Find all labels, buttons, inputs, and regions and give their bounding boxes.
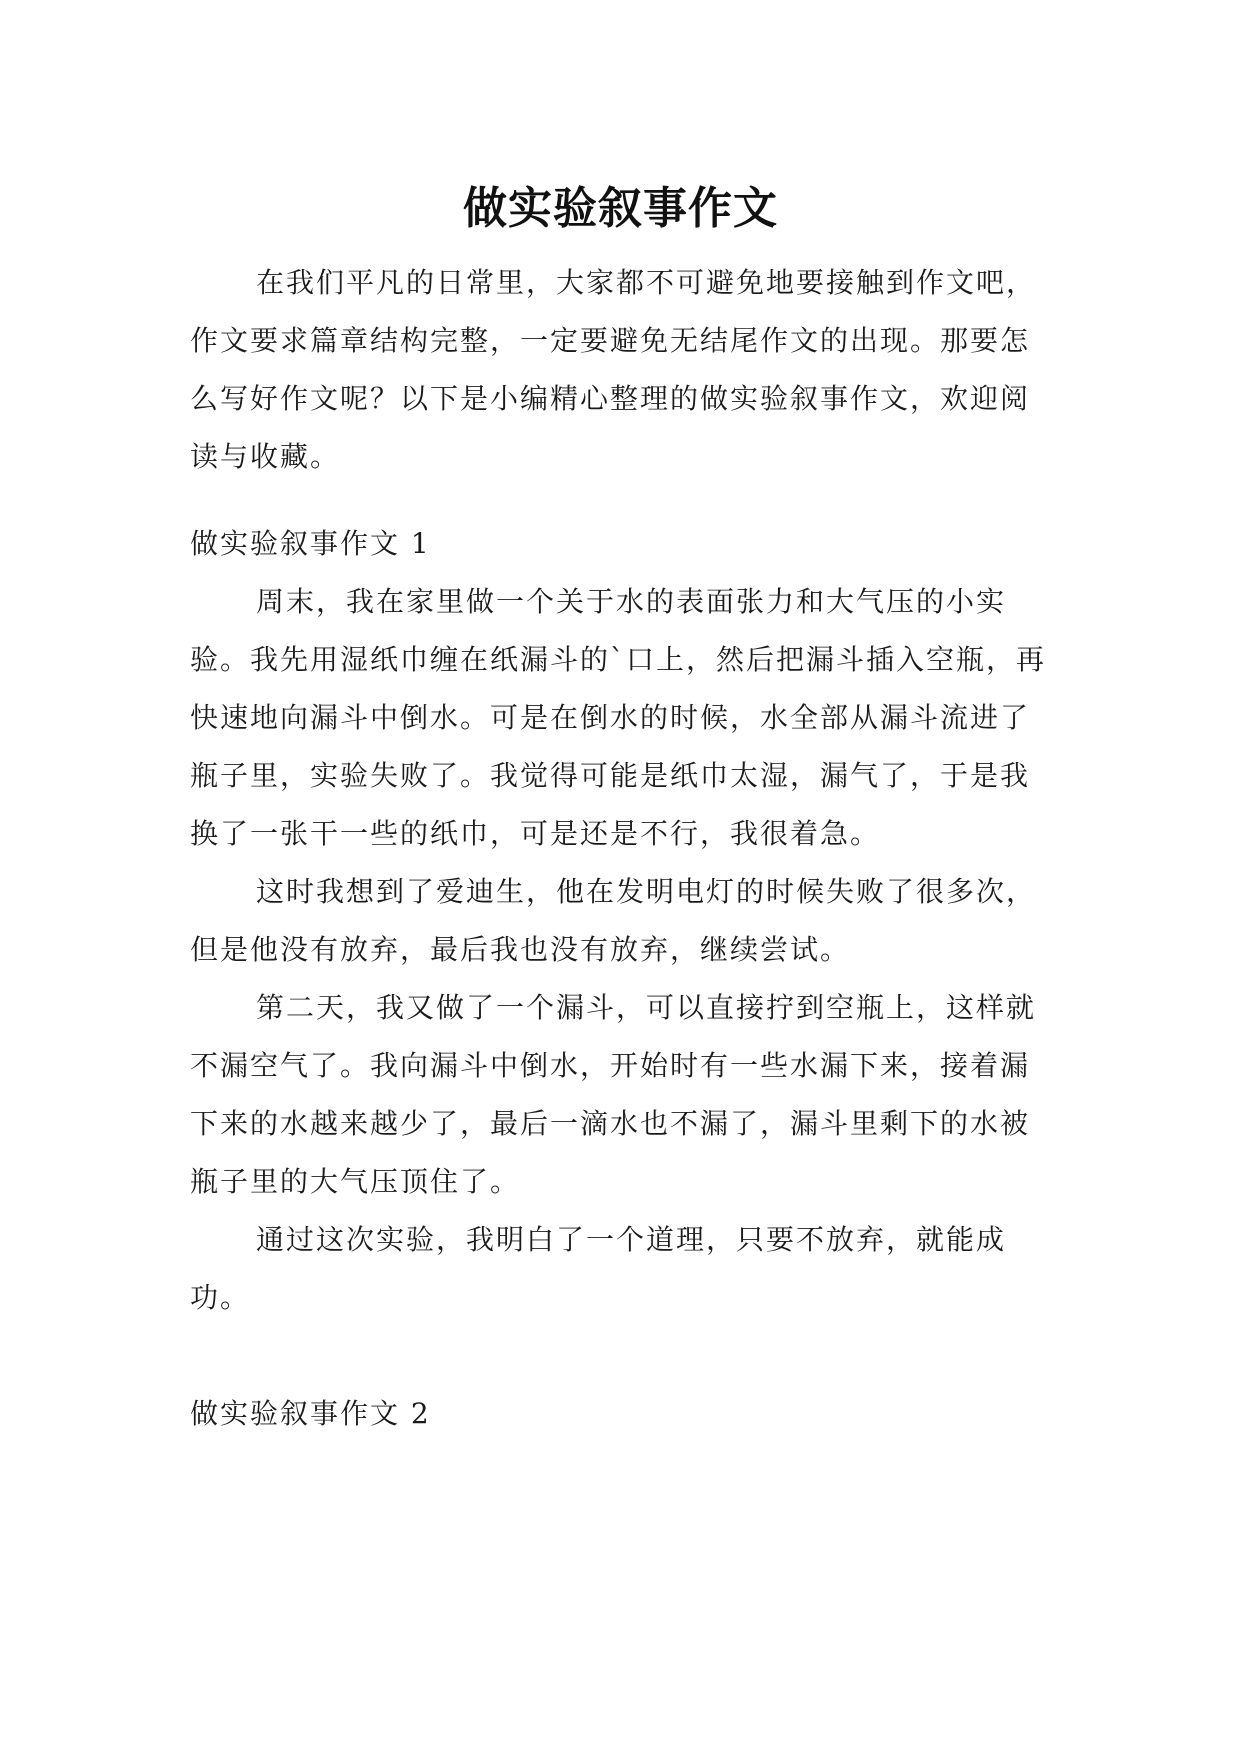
section-heading-2: 做实验叙事作文 2 [190,1397,431,1430]
section-1-paragraph-4: 通过这次实验，我明白了一个道理，只要不放弃，就能成功。 [190,1223,1007,1314]
section-1-paragraph-2: 这时我想到了爱迪生，他在发明电灯的时候失败了很多次，但是他没有放弃，最后我也没有放弃，继续尝试。 [190,875,1037,966]
document-title: 做实验叙事作文 [463,183,778,235]
section-1-paragraph-1: 周末，我在家里做一个关于水的表面张力和大气压的小实验。我先用湿纸巾缠在纸漏斗的`口上，然后把漏斗插入空瓶，再快速地向漏斗中倒水。可是在倒水的时候，水全部从漏斗流进了瓶子里，实验失败了。我觉得可能是纸巾太湿，漏气了，于是我换了一张干一些的纸巾，可是还是不行，我很着急。 [190,585,1047,850]
section-1-paragraph-3: 第二天，我又做了一个漏斗，可以直接拧到空瓶上，这样就不漏空气了。我向漏斗中倒水，开始时有一些水漏下来，接着漏下来的水越来越少了，最后一滴水也不漏了，漏斗里剩下的水被瓶子里的大气压顶住了。 [190,991,1037,1198]
section-heading-1: 做实验叙事作文 1 [190,527,431,560]
intro-paragraph: 在我们平凡的日常里，大家都不可避免地要接触到作文吧，作文要求篇章结构完整，一定要避免无结尾作文的出现。那要怎么写好作文呢？以下是小编精心整理的做实验叙事作文，欢迎阅读与收藏。 [190,266,1037,473]
